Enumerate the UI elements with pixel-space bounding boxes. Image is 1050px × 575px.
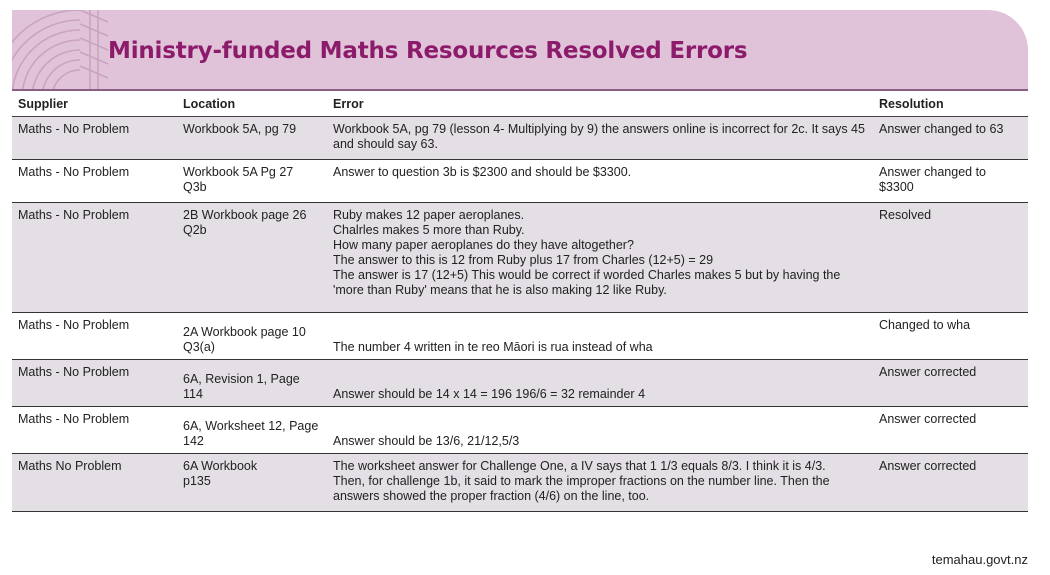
location-line: Workbook 5A Pg 27	[183, 165, 294, 179]
cell-resolution	[873, 407, 1028, 454]
column-header-location: Location	[177, 92, 327, 117]
column-header-resolution: Resolution	[873, 92, 1028, 117]
cell-error	[327, 117, 873, 160]
location-line: Q3b	[183, 180, 207, 194]
location-line: p135	[183, 474, 211, 488]
table-row	[12, 160, 1028, 203]
location-line: 2B Workbook page 26	[183, 208, 307, 222]
location-line: 142	[183, 434, 204, 448]
cell-resolution	[873, 160, 1028, 203]
location-line: 114	[183, 387, 203, 401]
column-header-error: Error	[327, 92, 873, 117]
cell-resolution	[873, 454, 1028, 512]
resolution-line: $3300	[879, 180, 914, 194]
cell-location	[177, 454, 327, 512]
location-line: 6A Workbook	[183, 459, 258, 473]
cell-location	[177, 407, 327, 454]
error-line: answers showed the proper fraction (4/6) on the line, too.	[333, 489, 650, 503]
error-line: Chalrles makes 5 more than Ruby.	[333, 223, 525, 237]
table-row	[12, 454, 1028, 512]
error-line: and should say 63.	[333, 137, 438, 151]
resolution-line: Answer corrected	[879, 412, 977, 426]
footer-site-url: temahau.govt.nz	[931, 552, 1028, 567]
cell-error	[327, 313, 873, 360]
cell-resolution	[873, 203, 1028, 313]
banner-divider	[12, 89, 1028, 91]
cell-error	[327, 407, 873, 454]
resolved-errors-table	[12, 92, 1028, 512]
page-title: Ministry-funded Maths Resources Resolved Errors	[108, 38, 748, 64]
resolution-line: Resolved	[879, 208, 932, 222]
error-line: Workbook 5A, pg 79 (lesson 4- Multiplying by 9) the answers online is incorrect for 2c. It says 45	[333, 122, 865, 136]
table-header-row	[12, 92, 1028, 117]
header-banner	[12, 10, 1028, 90]
resolution-line: Answer changed to 63	[879, 122, 1004, 136]
error-line: Answer should be 13/6, 21/12,5/3	[333, 434, 520, 448]
table-row	[12, 407, 1028, 454]
error-line: 'more than Ruby' means that he is also making 12 like Ruby.	[333, 283, 667, 297]
location-line: 2A Workbook page 10	[183, 325, 306, 339]
error-line: The number 4 written in te reo Māori is rua instead of wha	[333, 340, 653, 354]
location-line: Q3(a)	[183, 340, 215, 354]
error-line: Then, for challenge 1b, it said to mark the improper fractions on the number line. Then the	[333, 474, 830, 488]
error-line: The answer to this is 12 from Ruby plus 17 from Charles (12+5) = 29	[333, 253, 714, 267]
cell-supplier: Maths - No Problem	[12, 117, 177, 160]
error-line: How many paper aeroplanes do they have altogether?	[333, 238, 634, 252]
cell-error	[327, 160, 873, 203]
cell-resolution	[873, 117, 1028, 160]
cell-location	[177, 160, 327, 203]
cell-location	[177, 360, 327, 407]
cell-error	[327, 203, 873, 313]
cell-supplier: Maths - No Problem	[12, 360, 177, 407]
location-line: Q2b	[183, 223, 207, 237]
cell-resolution	[873, 360, 1028, 407]
error-line: Answer to question 3b is $2300 and should be $3300.	[333, 165, 632, 179]
table-row	[12, 203, 1028, 313]
location-line: 6A, Worksheet 12, Page	[183, 419, 319, 433]
cell-supplier: Maths - No Problem	[18, 165, 130, 179]
table-row	[12, 117, 1028, 160]
resolution-line: Answer changed to	[879, 165, 987, 179]
table-row	[12, 360, 1028, 407]
error-line: Answer should be 14 x 14 = 196 196/6 = 32 remainder 4	[333, 387, 646, 401]
resolution-line: Answer corrected	[879, 459, 977, 473]
resolution-line: Answer corrected	[879, 365, 977, 379]
decorative-pattern-icon	[12, 10, 122, 90]
error-line: The worksheet answer for Challenge One, a IV says that 1 1/3 equals 8/3. I think it is 4/3.	[333, 459, 826, 473]
location-line: 6A, Revision 1, Page	[183, 372, 300, 386]
cell-supplier: Maths - No Problem	[12, 203, 177, 313]
table-row	[12, 313, 1028, 360]
location-line: Workbook 5A, pg 79	[183, 122, 297, 136]
cell-resolution	[873, 313, 1028, 360]
cell-location	[177, 313, 327, 360]
cell-supplier: Maths - No Problem	[18, 412, 130, 426]
resolution-line: Changed to wha	[879, 318, 971, 332]
error-line: Ruby makes 12 paper aeroplanes.	[333, 208, 525, 222]
cell-location	[177, 117, 327, 160]
cell-location	[177, 203, 327, 313]
column-header-supplier: Supplier	[12, 92, 177, 117]
cell-supplier: Maths - No Problem	[18, 318, 130, 332]
cell-error	[327, 360, 873, 407]
error-line: The answer is 17 (12+5) This would be correct if worded Charles makes 5 but by having the	[333, 268, 841, 282]
cell-supplier: Maths No Problem	[12, 454, 177, 512]
cell-error	[327, 454, 873, 512]
